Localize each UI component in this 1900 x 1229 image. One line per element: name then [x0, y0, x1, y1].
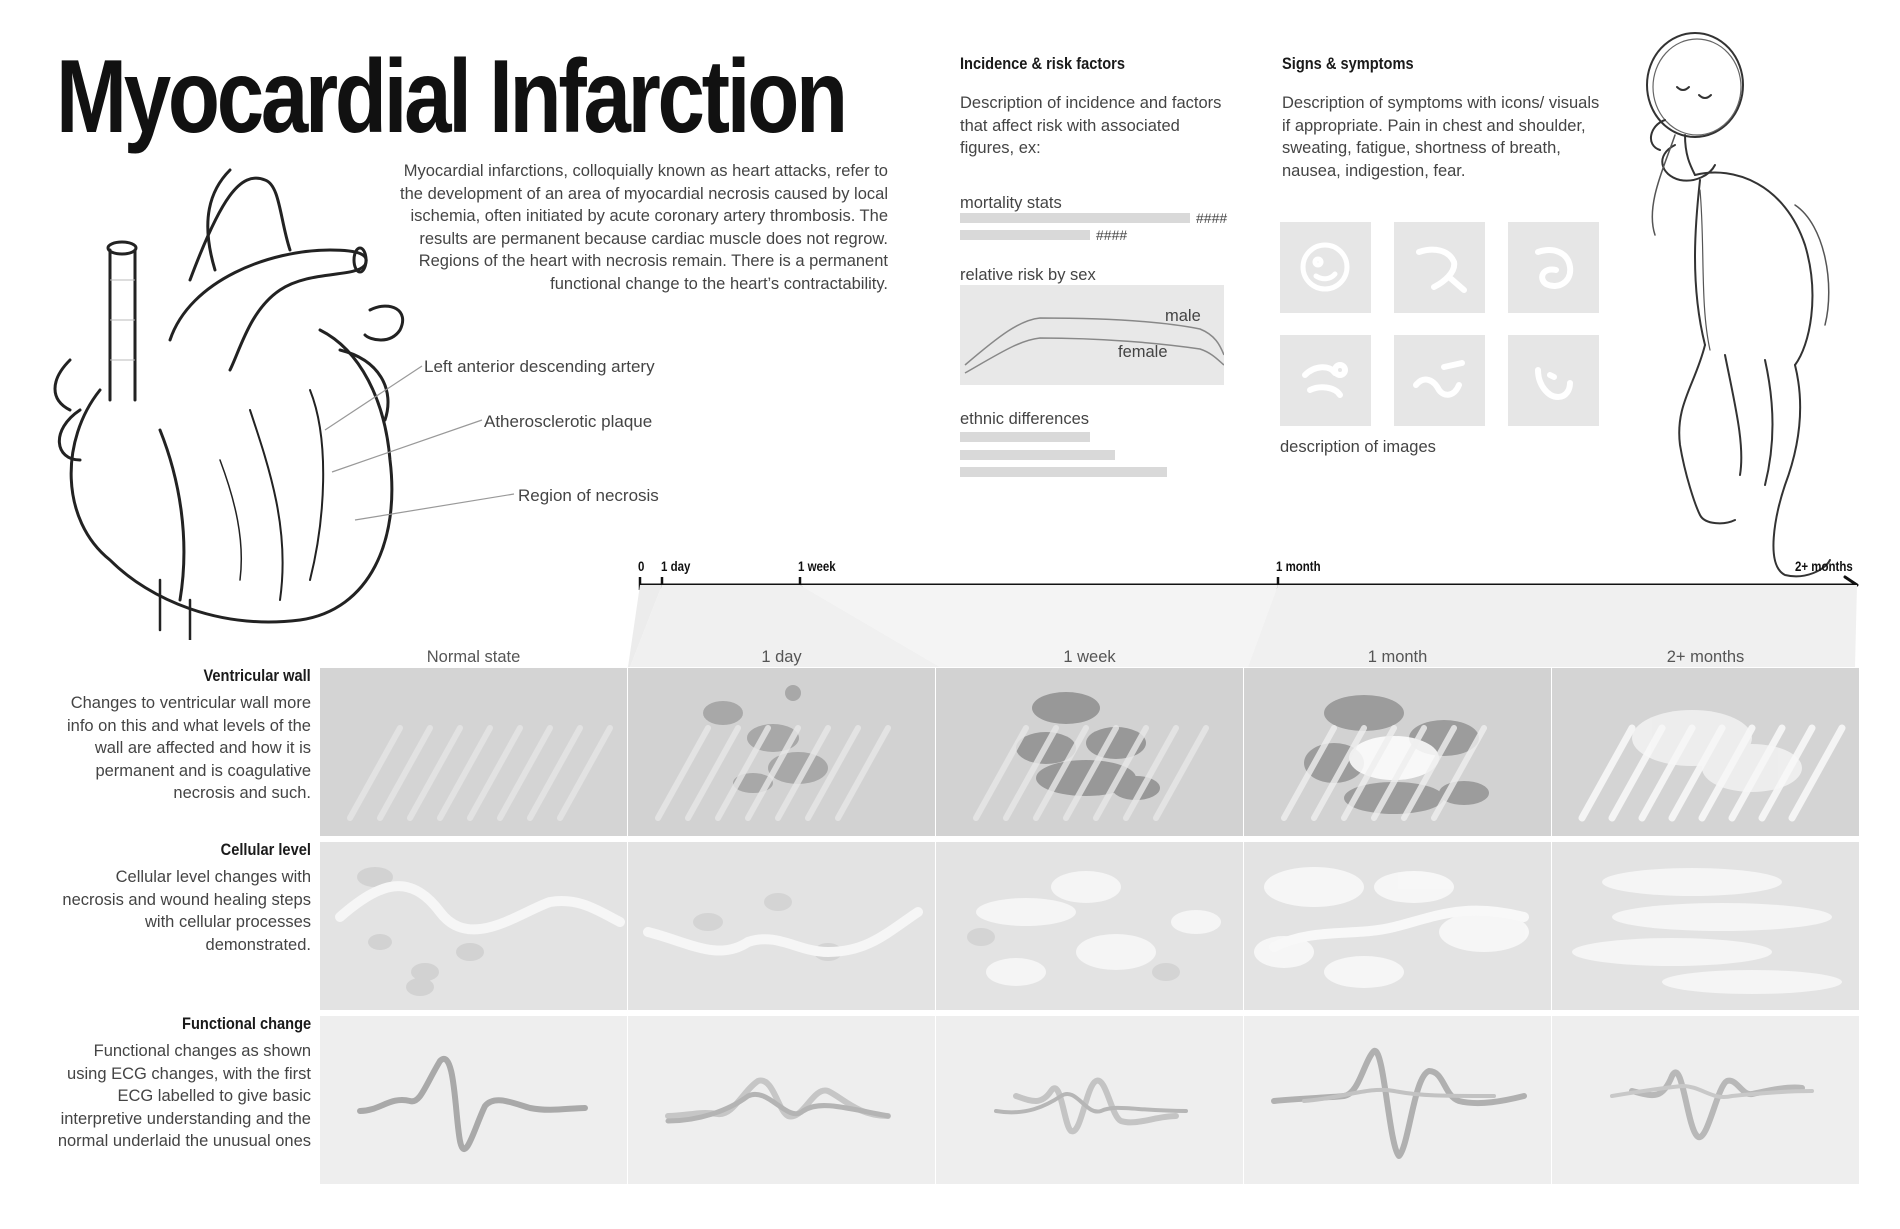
mortality-label: mortality stats	[960, 194, 1062, 212]
ecg-panel-1-day	[628, 1016, 935, 1184]
symptoms-description: Description of symptoms with icons/ visuals if appropriate. Pain in chest and shoulder, sweating, fatigue, shortness of breath, nausea, indigestion, fear.	[1282, 94, 1600, 180]
cellular-panel-1-week	[936, 842, 1243, 1010]
risk-female-label: female	[1118, 343, 1168, 361]
mortality-bar-2	[960, 230, 1090, 240]
label-plaque: Atherosclerotic plaque	[484, 412, 653, 431]
mortality-bar-1	[960, 213, 1190, 223]
ventricular-panel-1-week	[936, 668, 1243, 836]
mortality-value-2: ####	[1096, 227, 1128, 243]
risk-male-label: male	[1165, 307, 1201, 325]
symptoms-heading: Signs & symptoms	[1282, 54, 1414, 73]
column-header-2-months: 2+ months	[1666, 648, 1745, 666]
ecg-panel-1-month	[1244, 1016, 1551, 1184]
label-necrosis: Region of necrosis	[518, 486, 659, 505]
cellular-panel-2-months	[1552, 842, 1859, 1010]
symptom-icon-shoulder	[1394, 222, 1485, 313]
column-header-1-month: 1 month	[1367, 648, 1428, 666]
column-header-normal: Normal state	[426, 648, 521, 666]
timeline-tick-1-day: 1 day	[661, 558, 691, 574]
ethnic-bar-1	[960, 432, 1090, 442]
heart-leader-lines	[300, 360, 540, 530]
cellular-panel-normal	[320, 842, 627, 1010]
ecg-panel-normal	[320, 1016, 627, 1184]
intro-paragraph: Myocardial infarctions, colloquially known as heart attacks, refer to the development of an area of myocardial necrosis caused by local ischemia, often initiated by acute coronary artery thrombosis. The results are permanent because cardiac muscle does not regrow. Regions of the heart with necrosis remain. There is a permanent functional change to the heart’s contractability.	[400, 162, 888, 293]
ethnic-bar-3	[960, 467, 1167, 477]
images-caption: description of images	[1280, 438, 1436, 456]
timeline-tick-0: 0	[638, 558, 645, 574]
timeline-tick-1-week: 1 week	[798, 558, 836, 574]
column-header-1-week: 1 week	[1063, 648, 1116, 666]
symptom-icon-sweat	[1508, 222, 1599, 313]
ventricular-panel-normal	[320, 668, 627, 836]
row-heading-ventricular: Ventricular wall	[203, 666, 311, 685]
cellular-panel-1-day	[628, 842, 935, 1010]
risk-label: relative risk by sex	[960, 266, 1096, 284]
row-description-ventricular: Changes to ventricular wall more info on this and what levels of the wall are affected and how it is permanent and is coagulative necrosis and such.	[67, 694, 311, 802]
row-heading-functional: Functional change	[181, 1014, 311, 1033]
timeline-tick-2-months: 2+ months	[1795, 558, 1853, 574]
ventricular-panel-1-month	[1244, 668, 1551, 836]
risk-chart-lines	[960, 285, 1224, 385]
column-header-1-day: 1 day	[761, 648, 802, 666]
timeline-tick-1-month: 1 month	[1276, 558, 1321, 574]
ethnic-label: ethnic differences	[960, 410, 1090, 428]
ventricular-panel-2-months	[1552, 668, 1859, 836]
symptom-icon-nausea	[1508, 335, 1599, 426]
ventricular-panel-1-day	[628, 668, 935, 836]
cellular-panel-1-month	[1244, 842, 1551, 1010]
page-title: Myocardial Infarction	[56, 39, 845, 155]
mortality-value-1: ####	[1196, 210, 1228, 226]
symptom-icon-breath	[1394, 335, 1485, 426]
ecg-panel-1-week	[936, 1016, 1243, 1184]
ecg-panel-2-months	[1552, 1016, 1859, 1184]
symptom-icon-fatigue	[1280, 335, 1371, 426]
row-description-functional: Functional changes as shown using ECG changes, with the first ECG labelled to give basic interpretive understanding and the normal underlaid the unusual ones	[57, 1042, 311, 1150]
ethnic-bar-2	[960, 450, 1115, 460]
row-description-cellular: Cellular level changes with necrosis and wound healing steps with cellular processes demonstrated.	[62, 868, 311, 954]
person-sketch-illustration	[1615, 25, 1855, 595]
risk-chart	[960, 285, 1224, 385]
label-lad: Left anterior descending artery	[424, 357, 655, 376]
incidence-description: Description of incidence and factors that affect risk with associated figures, ex:	[960, 94, 1222, 157]
incidence-heading: Incidence & risk factors	[960, 54, 1125, 73]
symptom-icon-face	[1280, 222, 1371, 313]
row-heading-cellular: Cellular level	[220, 840, 311, 859]
